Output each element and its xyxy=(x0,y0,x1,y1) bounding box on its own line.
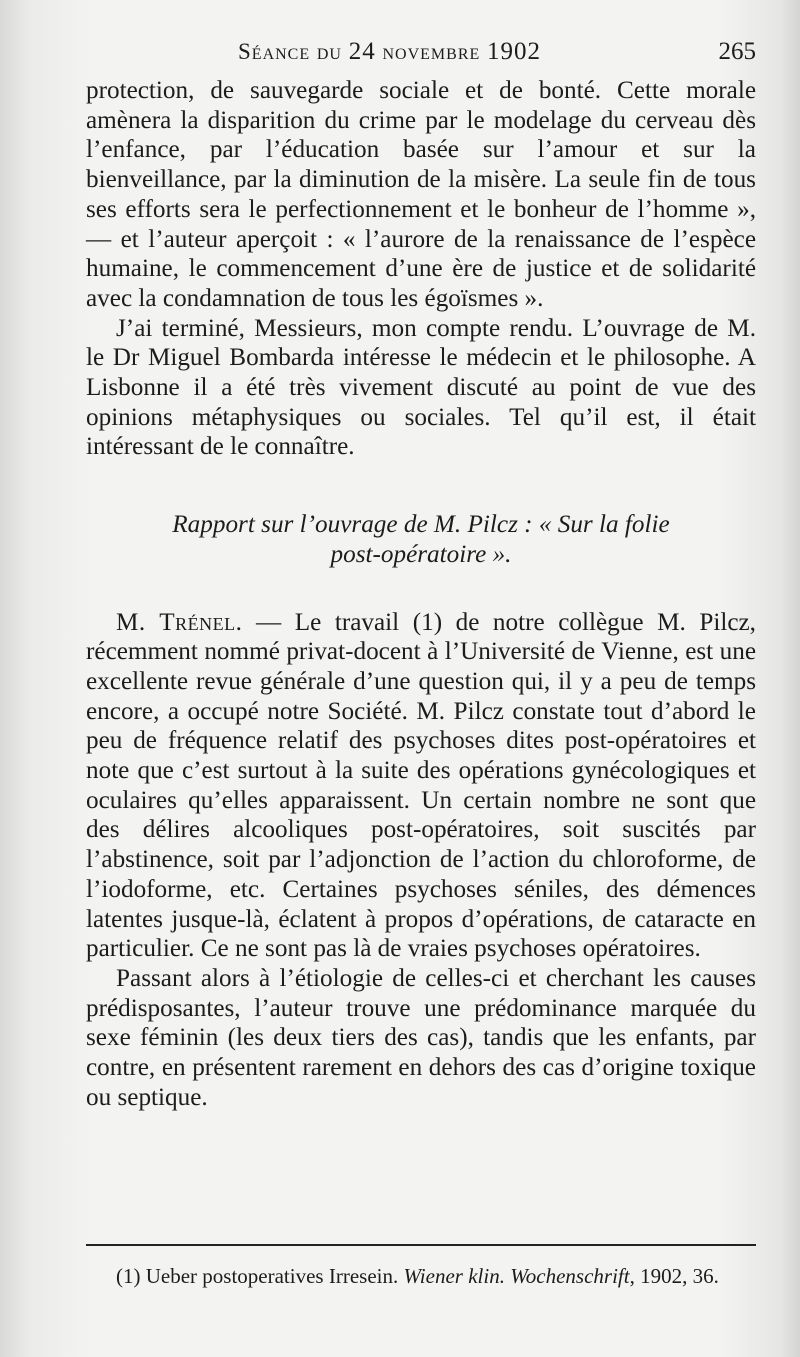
footnote-tail: , 1902, 36. xyxy=(629,1264,719,1288)
page-number: 265 xyxy=(718,38,756,65)
paragraph-3-text: — Le travail (1) de notre collègue M. Pilcz, récemment nommé privat-docent à l’Université de Vienne, est une excellente revue générale d’une question qui, il y a peu de temps encore, a occupé notre Société. M. Pilcz constate tout d’abord le peu de fréquence relatif des psychoses dites post-opératoires et note que c’est surtout à la suite des opérations gynécologiques et oculaires qu’elles apparaissent. Un certain nombre ne sont que des délires alcooliques post-opératoires, soit suscités par l’abstinence, soit par l’adjonction de l’action du chloroforme, de l’iodoforme, etc. Certaines psychoses séniles, des démences latentes jusque-là, éclatent à propos d’opérations, de cataracte en particulier. Ce ne sont pas là de vraies psychoses opératoires. xyxy=(86,608,756,963)
paragraph-2: J’ai terminé, Messieurs, mon compte rendu. L’ouvrage de M. le Dr Miguel Bombarda intéresse le médecin et le philosophe. A Lisbonne il a été très vivement discuté au point de vue des opinions métaphysiques ou sociales. Tel qu’il est, il était intéressant de le connaître. xyxy=(86,314,756,461)
footnote-text: (1) Ueber postoperatives Irresein. xyxy=(116,1264,404,1288)
running-title-day: 24 xyxy=(348,38,376,65)
running-title-month: novembre xyxy=(375,39,488,64)
footnote xyxy=(86,1264,756,1290)
paragraph-4: Passant alors à l’étiologie de celles-ci et cherchant les causes prédisposantes, l’auteur trouve une prédominance marquée du sexe féminin (les deux tiers des cas), tandis que les enfants, par contre, en présentent rarement en dehors des cas d’origine toxique ou septique. xyxy=(86,964,756,1111)
page-header xyxy=(88,36,756,68)
paragraph-3 xyxy=(86,608,756,964)
running-title-year: 1902 xyxy=(487,38,542,65)
section-title-line-1: Rapport sur l’ouvrage de M. Pilcz : « Sur la folie xyxy=(172,511,670,539)
running-title xyxy=(238,38,541,66)
speaker-name: M. Trénel. xyxy=(116,608,243,636)
section-title xyxy=(86,510,756,569)
running-title-pre: Séance du xyxy=(238,39,349,64)
footnote-journal: Wiener klin. Wochenschrift xyxy=(403,1264,630,1288)
footnote-divider xyxy=(86,1244,756,1246)
section-title-line-2: post-opératoire ». xyxy=(330,540,512,568)
paragraph-1: protection, de sauvegarde sociale et de bonté. Cette morale amènera la disparition du crime par le modelage du cerveau dès l’enfance, par l’éducation basée sur l’amour et sur la bienveillance, par la diminution de la misère. La seule fin de tous ses efforts sera le perfectionnement et le bonheur de l’homme », — et l’auteur aperçoit : « l’aurore de la renaissance de l’espèce humaine, le commencement d’une ère de justice et de solidarité avec la condamnation de tous les égoïsmes ». xyxy=(86,77,756,312)
page-body xyxy=(86,76,756,1113)
